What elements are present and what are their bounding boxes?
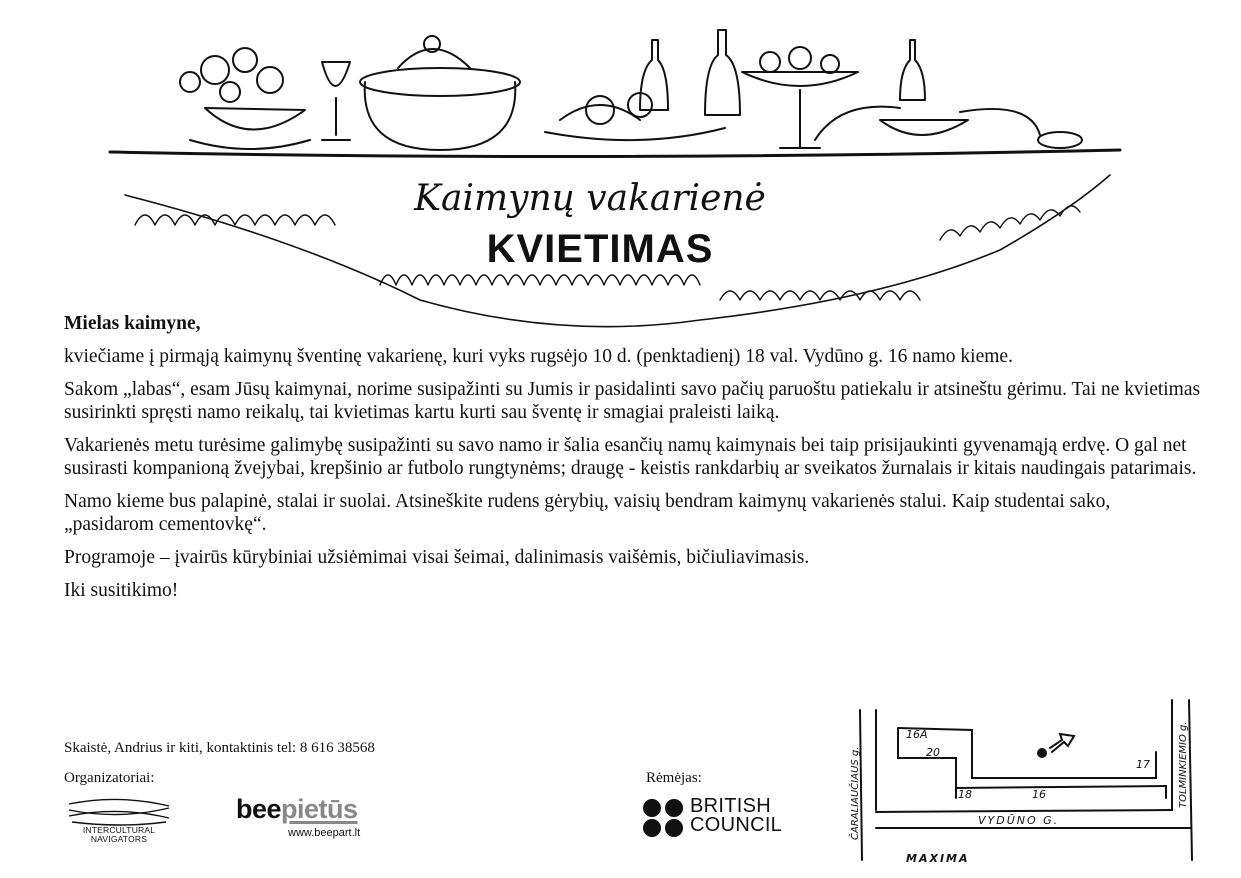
map-store-maxima: MAXIMA [906, 852, 970, 865]
organizers-label: Organizatoriai: [64, 770, 155, 786]
paragraph-3: Vakarienės metu turėsime galimybę susipažinti su savo namo ir šalia esančių namų kaimynais bei taip prisijaukinti gyvenamąją erdvę. O gal net susirasti kompanioną žvejybai, krepšinio ar futbolo rungtynėms; draugę - keistis rankdarbių ar sveikatos žurnalais ir kitais naudingais patarimais. [64, 435, 1197, 479]
british-council-wordmark [690, 797, 782, 835]
bee-wordmark: bee [236, 794, 282, 824]
intercultural-navigators-text [64, 826, 174, 844]
council-line: COUNCIL [690, 814, 783, 836]
map-label-20: 20 [926, 746, 940, 759]
header-illustration [0, 0, 1241, 340]
intercultural-line: INTERCULTURAL [82, 825, 156, 835]
closing: Iki susitikimo! [64, 580, 179, 601]
map-label-16a: 16A [906, 728, 928, 741]
british-council-logo-dots [642, 798, 686, 838]
map-street-vyduno: VYDŪNO G. [978, 814, 1060, 827]
invitation-letter [64, 312, 1204, 612]
paragraph-5: Programoje – įvairūs kūrybiniai užsiėmimai visai šeimai, dalinimasis vaišėmis, bičiuliavimasis. [64, 547, 810, 568]
navigators-line: NAVIGATORS [90, 834, 148, 844]
sponsor-label: Rėmėjas: [646, 770, 702, 786]
beepart-url: www.beepart.lt [288, 827, 361, 839]
british-line: BRITISH [690, 795, 771, 817]
invitation-title-script: Kaimynų vakarienė [414, 178, 766, 219]
pietus-wordmark: pietūs [281, 794, 358, 824]
location-map [846, 690, 1216, 878]
map-label-16: 16 [1032, 788, 1046, 801]
invitation-title: KVIETIMAS [486, 227, 714, 271]
map-label-18: 18 [958, 788, 972, 801]
map-street-right: TOLMINKIEMIO g. [1178, 721, 1189, 808]
map-label-17: 17 [1136, 758, 1150, 771]
beepietus-logo [236, 794, 358, 825]
map-street-left: ČARALIAUČIAUS g. [850, 746, 861, 840]
greeting: Mielas kaimyne, [64, 313, 201, 334]
paragraph-1: kviečiame į pirmąją kaimynų šventinę vakarienę, kuri vyks rugsėjo 10 d. (penktadienį) 18 val. Vydūno g. 16 namo kieme. [64, 346, 1013, 367]
paragraph-4: Namo kieme bus palapinė, stalai ir suolai. Atsineškite rudens gėrybių, vaisių bendram kaimynų vakarienės stalui. Kaip studentai sako, „pasidarom cementovkę“. [64, 491, 1111, 535]
paragraph-2: Sakom „labas“, esam Jūsų kaimynai, norime susipažinti su Jumis ir pasidalinti savo pačių paruoštu patiekalu ir atsineštu gėrimu. Tai ne kvietimas susirinkti spręsti namo reikalų, tai kvietimas kartu kurti sau šventę ir smagiai praleisti laiką. [64, 379, 1201, 423]
signature: Skaistė, Andrius ir kiti, kontaktinis tel: 8 616 38568 [64, 740, 375, 756]
